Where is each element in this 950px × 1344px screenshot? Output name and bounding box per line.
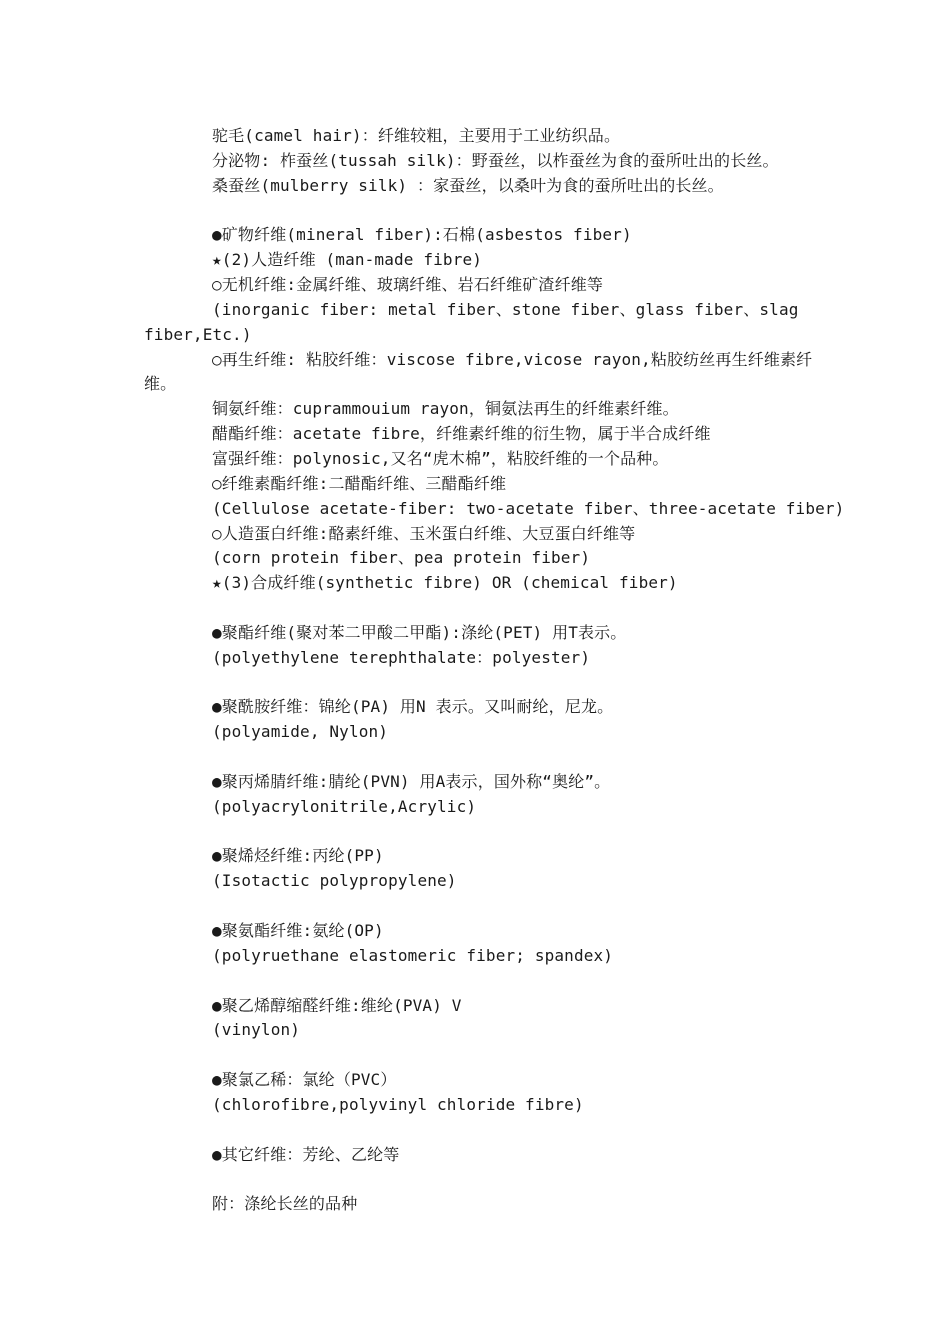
text-line: 附：涤纶长丝的品种 bbox=[212, 1194, 358, 1214]
text-line: (Cellulose acetate-fiber: two-acetate fiber、three-acetate fiber) bbox=[212, 498, 845, 518]
text-line: 富强纤维：polynosic,又名“虎木棉”，粘胶纤维的一个品种。 bbox=[212, 448, 669, 468]
blank-line bbox=[144, 820, 879, 845]
text-line: ★(2)人造纤维 (man-made fibre) bbox=[212, 250, 483, 270]
text-line: (chlorofibre,polyvinyl chloride fibre) bbox=[212, 1094, 584, 1114]
text-line: ●聚酰胺纤维：锦纶(PA) 用N 表示。又叫耐纶，尼龙。 bbox=[212, 697, 614, 717]
text-line: 分泌物: 柞蚕丝(tussah silk)：野蚕丝，以柞蚕丝为食的蚕所吐出的长丝。 bbox=[212, 150, 779, 170]
text-line: ○再生纤维: 粘胶纤维：viscose fibre,vicose rayon,粘胶纺丝再生纤维素纤 bbox=[212, 349, 813, 369]
text-line: (polyethylene terephthalate：polyester) bbox=[212, 647, 591, 667]
text-line: (polyruethane elastomeric fiber; spandex) bbox=[212, 945, 614, 965]
document-body bbox=[144, 124, 879, 1217]
text-line: ○纤维素酯纤维:二醋酯纤维、三醋酯纤维 bbox=[212, 473, 507, 493]
text-line: ○无机纤维:金属纤维、玻璃纤维、岩石纤维矿渣纤维等 bbox=[212, 275, 604, 295]
text-line: ●聚氯乙稀：氯纶（PVC） bbox=[212, 1070, 397, 1090]
text-line: 醋酯纤维：acetate fibre，纤维素纤维的衍生物，属于半合成纤维 bbox=[212, 424, 711, 444]
text-line: ○人造蛋白纤维:酪素纤维、玉米蛋白纤维、大豆蛋白纤维等 bbox=[212, 523, 636, 543]
text-line: 维。 bbox=[144, 374, 177, 394]
text-line: 铜氨纤维：cuprammouium rayon，铜氨法再生的纤维素纤维。 bbox=[212, 399, 679, 419]
text-line: 桑蚕丝(mulberry silk) ：家蚕丝，以桑叶为食的蚕所吐出的长丝。 bbox=[212, 175, 724, 195]
text-line: fiber,Etc.) bbox=[144, 324, 252, 344]
text-line: ●聚氨酯纤维:氨纶(OP) bbox=[212, 921, 384, 940]
text-line: ●聚酯纤维(聚对苯二甲酸二甲酯):涤纶(PET) 用T表示。 bbox=[212, 622, 627, 642]
blank-line bbox=[144, 894, 879, 919]
blank-line bbox=[144, 969, 879, 994]
text-line: (corn protein fiber、pea protein fiber) bbox=[212, 548, 591, 568]
blank-line bbox=[144, 596, 879, 621]
text-line: ★(3)合成纤维(synthetic fibre) OR (chemical fiber) bbox=[212, 573, 678, 593]
text-line: (inorganic fiber: metal fiber、stone fiber、glass fiber、slag bbox=[212, 299, 799, 319]
text-line: (vinylon) bbox=[212, 1020, 301, 1040]
blank-line bbox=[144, 1167, 879, 1192]
text-line: ●聚乙烯醇缩醛纤维:维纶(PVA) V bbox=[212, 995, 462, 1015]
text-line: ●聚丙烯腈纤维:腈纶(PVN) 用A表示，国外称“奥纶”。 bbox=[212, 771, 611, 791]
blank-line bbox=[144, 1118, 879, 1143]
text-line: 驼毛(camel hair)：纤维较粗，主要用于工业纺织品。 bbox=[212, 126, 621, 145]
text-line: ●矿物纤维(mineral fiber):石棉(asbestos fiber) bbox=[212, 225, 632, 245]
blank-line bbox=[144, 671, 879, 696]
text-line: (polyacrylonitrile,Acrylic) bbox=[212, 796, 477, 816]
text-line: ●其它纤维：芳纶、乙纶等 bbox=[212, 1144, 400, 1164]
text-line: (Isotactic polypropylene) bbox=[212, 871, 457, 891]
blank-line bbox=[144, 745, 879, 770]
text-line: (polyamide, Nylon) bbox=[212, 722, 389, 742]
blank-line bbox=[144, 199, 879, 224]
blank-line bbox=[144, 1043, 879, 1068]
text-line: ●聚烯烃纤维:丙纶(PP) bbox=[212, 846, 384, 866]
